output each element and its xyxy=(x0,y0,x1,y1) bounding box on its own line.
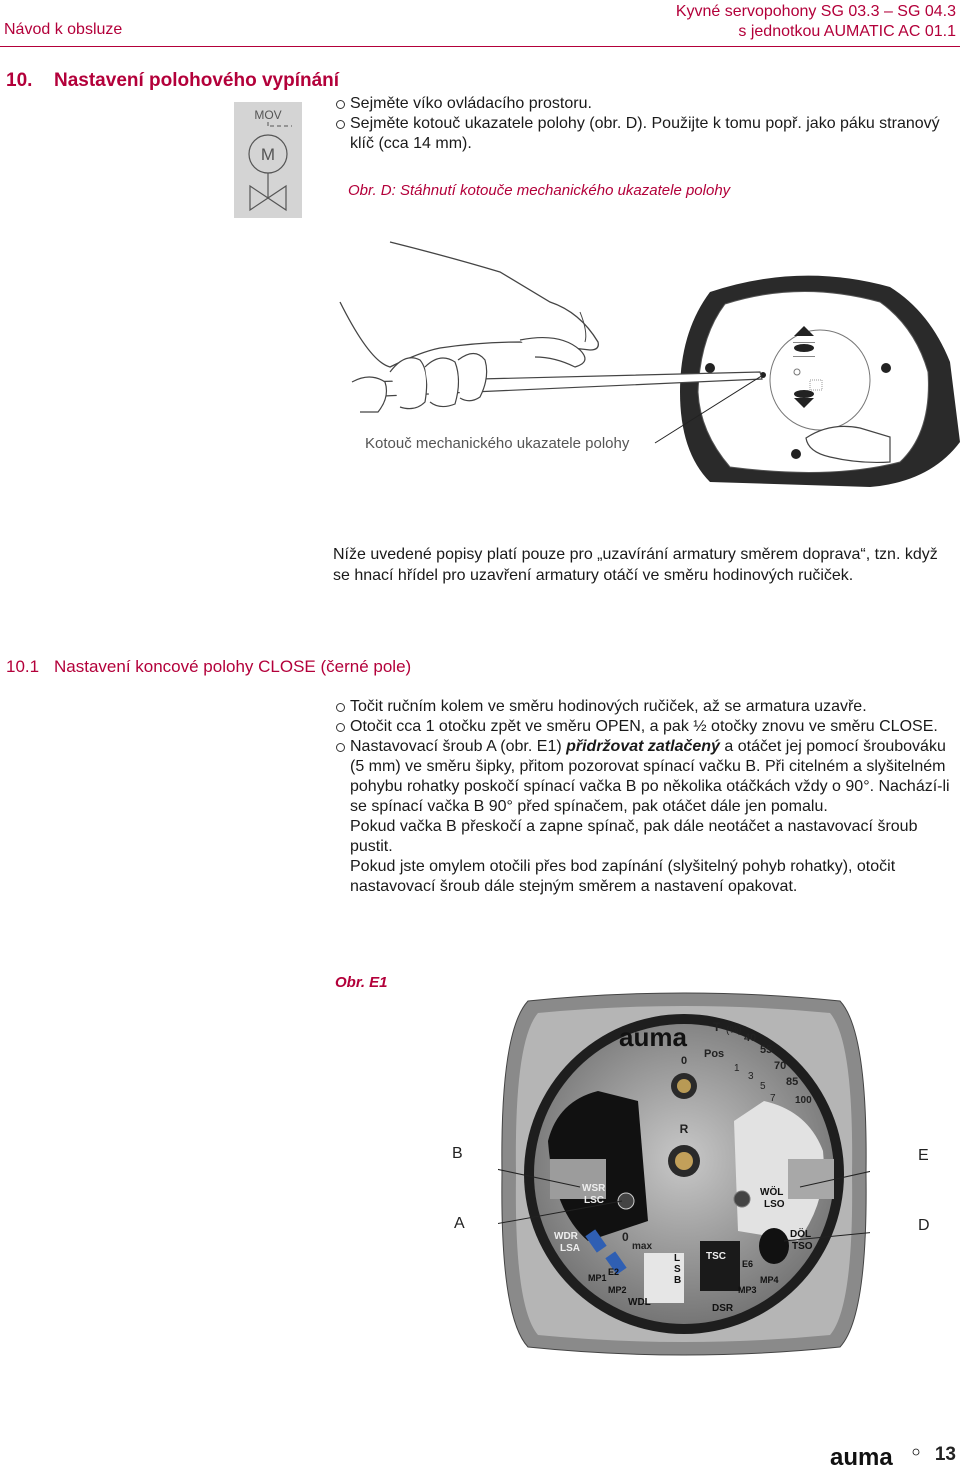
e1-t-70: 70 xyxy=(774,1060,787,1072)
footer-logo-text: auma xyxy=(830,1446,893,1468)
step3-text-pre: Nastavovací šroub A (obr. E1) xyxy=(350,738,567,755)
intro-bullet-list xyxy=(335,94,945,154)
step3-text-emphasis: přidržovat zatlačený xyxy=(566,738,720,755)
e1-wsr: WSR xyxy=(582,1183,606,1194)
list-item: Sejměte víko ovládacího prostoru. xyxy=(335,94,945,114)
figure-d-illustration xyxy=(330,232,960,502)
e1-mp4: MP4 xyxy=(760,1275,779,1285)
e1-lsa: LSA xyxy=(560,1243,580,1254)
figure-d-caption: Obr. D: Stáhnutí kotouče mechanického ukazatele polohy xyxy=(348,182,731,199)
header-product-line1: Kyvné servopohony SG 03.3 – SG 04.3 xyxy=(675,3,956,20)
e1-mp1: MP1 xyxy=(588,1273,607,1283)
callout-b: B xyxy=(452,1145,463,1162)
step3-text-post: a otáčet jej pomocí šroubováku (5 mm) ve směru šipky, přitom pozorovat spínací vačku B. Při citelném a slyšitelném pohybu rohatky poskočí spínací vačka B po několika otáčkách vždy o 90°. Nachází-li se spínací vačka B 90° před spínačem, pak otáčet dále jen pomalu. xyxy=(350,738,950,815)
page-number: 13 xyxy=(934,1444,956,1465)
e1-lsb-l: L xyxy=(674,1253,681,1264)
e1-t-40: 40 xyxy=(744,1032,757,1044)
e1-e2: E2 xyxy=(608,1267,620,1277)
e1-pos-7: 7 xyxy=(770,1093,776,1104)
list-item xyxy=(335,737,955,817)
subsection-title-text: Nastavení koncové polohy CLOSE (černé pole) xyxy=(54,657,412,676)
section-number: 10. xyxy=(6,70,33,91)
e1-pos-3: 3 xyxy=(748,1071,754,1082)
e1-lsc: LSC xyxy=(584,1195,604,1206)
figure-d-callout-label: Kotouč mechanického ukazatele polohy xyxy=(365,435,630,452)
e1-t-55: 55 xyxy=(760,1044,773,1056)
e1-lso: LSO xyxy=(764,1199,785,1210)
e1-e6: E6 xyxy=(742,1259,754,1269)
e1-mp2: MP2 xyxy=(608,1285,627,1295)
e1-lsb-s: S xyxy=(674,1264,681,1275)
e1-brand: auma xyxy=(619,1022,687,1052)
list-item: Otočit cca 1 otočku zpět ve směru OPEN, a pak ½ otočky znovu ve směru CLOSE. xyxy=(335,717,955,737)
e1-r: R xyxy=(679,1122,689,1136)
callout-e: E xyxy=(918,1147,929,1164)
auma-logo xyxy=(830,1446,920,1468)
e1-t-85: 85 xyxy=(786,1076,799,1088)
e1-tso: TSO xyxy=(792,1241,813,1252)
direction-note: Níže uvedené popisy platí pouze pro „uzavírání armatury směrem doprava“, tzn. když se hnací hřídel pro uzavření armatury otáčí ve směru hodinových ručiček. xyxy=(333,546,938,584)
step-paragraph: Pokud jste omylem otočili přes bod zapínání (slyšitelný pohyb rohatky), otočit nastavovací šroub dále stejným směrem a nastavení opakovat. xyxy=(350,858,896,895)
e1-t-100: 100 xyxy=(795,1095,812,1106)
e1-max: max xyxy=(632,1241,653,1252)
e1-wdr: WDR xyxy=(554,1231,578,1242)
mov-label: MOV xyxy=(254,108,282,122)
mov-valve-icon xyxy=(234,102,302,218)
figure-e1-caption: Obr. E1 xyxy=(335,974,388,991)
e1-tsc: TSC xyxy=(706,1251,726,1262)
figure-e1-photo xyxy=(498,991,870,1357)
header-manual-title: Návod k obsluze xyxy=(4,21,123,38)
list-item: Točit ručním kolem ve směru hodinových ručiček, až se armatura uzavře. xyxy=(335,697,955,717)
header-product xyxy=(676,2,956,42)
section-title xyxy=(6,70,339,92)
e1-zero: 0 xyxy=(680,1055,688,1067)
list-item: Sejměte kotouč ukazatele polohy (obr. D). Použijte k tomu popř. jako páku stranový klíč (cca 14 mm). xyxy=(335,114,945,154)
e1-zero-low: 0 xyxy=(622,1230,629,1244)
subsection-number: 10.1 xyxy=(6,657,40,676)
callout-a: A xyxy=(454,1215,465,1232)
e1-wol: WÖL xyxy=(760,1187,784,1198)
e1-t: T xyxy=(713,1020,721,1034)
motor-label: M xyxy=(260,145,276,164)
e1-wdl: WDL xyxy=(628,1297,651,1308)
step-paragraph: Pokud vačka B přeskočí a zapne spínač, pak dále neotáčet a nastavovací šroub pustit. xyxy=(350,818,918,855)
callout-d: D xyxy=(918,1217,930,1234)
e1-dsr: DSR xyxy=(712,1303,734,1314)
header-divider xyxy=(0,46,960,47)
e1-pct: (%) xyxy=(726,1025,742,1036)
subsection-title xyxy=(6,657,411,677)
section-title-text: Nastavení polohového vypínání xyxy=(54,70,340,91)
e1-mp3: MP3 xyxy=(738,1285,757,1295)
e1-pos-1: 1 xyxy=(734,1063,740,1074)
e1-pos-5: 5 xyxy=(760,1081,766,1092)
header-product-line2: s jednotkou AUMATIC AC 01.1 xyxy=(738,23,956,40)
e1-lsb-b: B xyxy=(674,1275,682,1286)
e1-pos: Pos xyxy=(704,1048,725,1060)
e1-dol: DÖL xyxy=(790,1229,812,1240)
steps-list xyxy=(335,697,955,897)
